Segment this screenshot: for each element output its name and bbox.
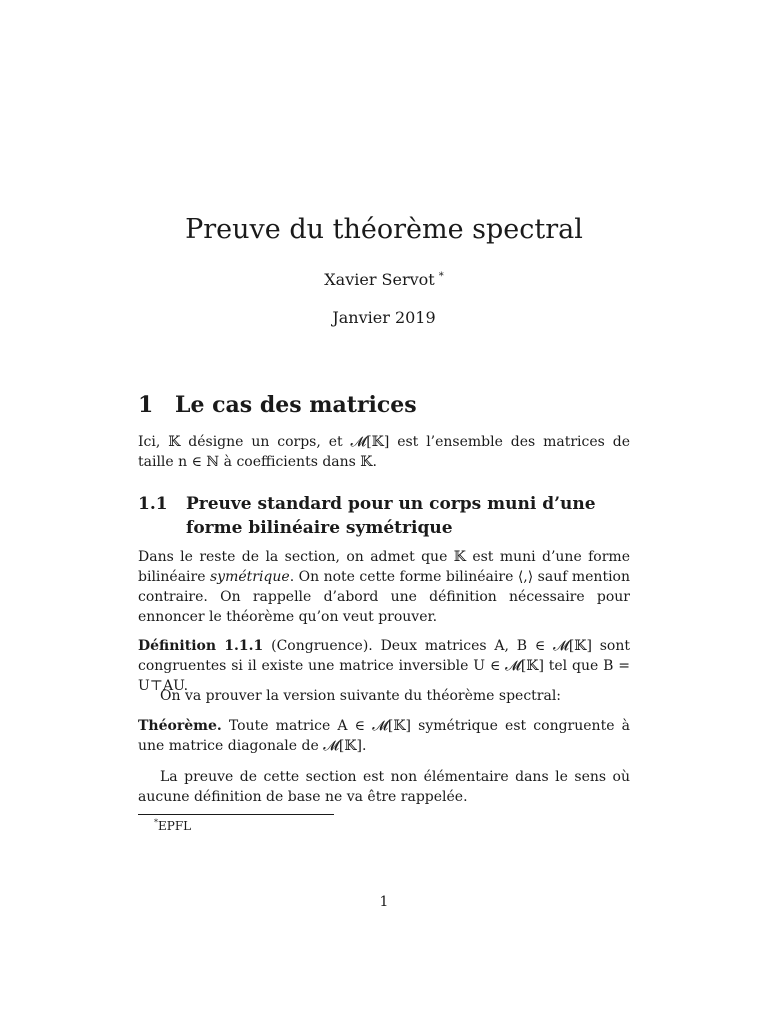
paragraph-text: . On note cette forme bilinéaire ⟨,⟩ sauf mention contraire. On rappelle d’abord une définition nécessaire pour ennoncer le théorème qu’on veut prouver.	[138, 569, 630, 625]
definition-name: (Congruence).	[271, 638, 373, 654]
emphasis-text: symétrique	[209, 569, 290, 585]
theorem-block	[138, 716, 630, 756]
subsection-title: Preuve standard pour un corps muni d’une forme bilinéaire symétrique	[186, 494, 596, 538]
theorem-text: Toute matrice A ∈ 𝓜[𝕂] symétrique est congruente à une matrice diagonale de 𝓜[𝕂].	[138, 718, 630, 754]
paper-date: Janvier 2019	[332, 308, 436, 327]
author-line	[0, 270, 768, 289]
paper-title: Preuve du théorème spectral	[185, 214, 583, 245]
subsection-number: 1.1	[138, 494, 168, 514]
intro-paragraph: Ici, 𝕂 désigne un corps, et 𝓜[𝕂] est l’ensemble des matrices de taille n ∈ ℕ à coefficients dans 𝕂.	[138, 434, 630, 470]
section-heading-1	[138, 392, 638, 418]
author-footnote-mark: *	[438, 270, 444, 282]
footnote-text: EPFL	[158, 819, 192, 833]
section-number: 1	[138, 392, 154, 418]
definition-label: Définition 1.1.1	[138, 638, 264, 654]
section-title: Le cas des matrices	[175, 392, 417, 418]
footnote-mark: *	[154, 818, 158, 827]
author-name: Xavier Servot	[324, 270, 435, 289]
closing-paragraph: La preuve de cette section est non élémentaire dans le sens où aucune définition de base ne va être rappelée.	[138, 769, 630, 805]
footnote-rule	[138, 814, 334, 815]
assumption-paragraph	[138, 547, 630, 627]
definition-text: Deux matrices A, B ∈ 𝓜[𝕂] sont congruentes si il existe une matrice inversible U ∈ 𝓜[𝕂] tel que B = U⊤AU.	[138, 638, 631, 694]
theorem-label: Théorème.	[138, 718, 222, 734]
page-number: 1	[379, 894, 389, 910]
transition-paragraph: On va prouver la version suivante du théorème spectral:	[160, 688, 562, 704]
footnote	[154, 818, 191, 833]
subsection-heading-1-1	[138, 492, 638, 540]
paragraph-text: Dans le reste de la section, on admet que 𝕂 est muni d’une forme bilinéaire	[138, 549, 630, 585]
